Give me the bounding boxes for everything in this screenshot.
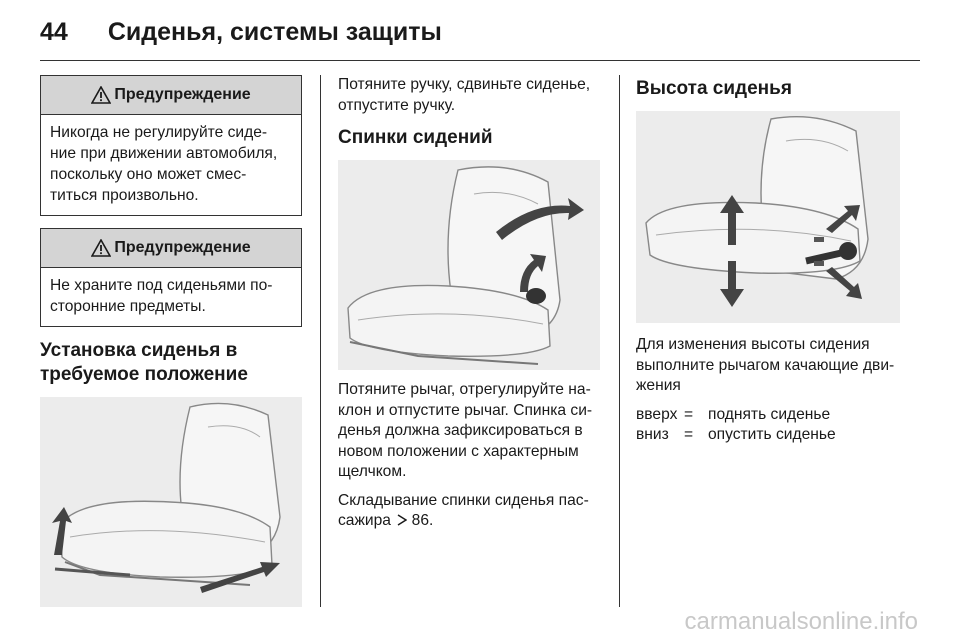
backrest-instruction: Потяните рычаг, отрегулируйте на-клон и отпустите рычаг. Спинка си-денья должна зафиксироваться в новом положении с характерным щелчком. xyxy=(338,381,593,480)
seat-slide-illustration xyxy=(40,397,302,607)
section-heading-seat-height: Высота сиденья xyxy=(636,78,792,99)
backrest-drawing xyxy=(338,160,600,370)
seat-height-drawing xyxy=(636,111,900,323)
column-1 xyxy=(40,75,302,607)
page-title: Сиденья, системы защиты xyxy=(107,17,442,46)
warning-header-2 xyxy=(41,229,301,268)
warning-text-1: Никогда не регулируйте сиде-ние при движении автомобиля, поскольку оно может смес-титься произвольно. xyxy=(50,124,278,204)
definition-list xyxy=(636,405,900,445)
definition-description: поднять сиденье xyxy=(708,405,831,423)
definition-term: вниз xyxy=(636,425,669,443)
column-2 xyxy=(338,75,600,540)
slide-instruction: Потяните ручку, сдвиньте сиденье, отпустите ручку. xyxy=(338,76,591,114)
section-heading-backrests: Спинки сидений xyxy=(338,127,493,148)
header-rule xyxy=(40,60,920,61)
warning-text-2: Не храните под сиденьями по-сторонние предметы. xyxy=(50,277,273,315)
backrest-illustration xyxy=(338,160,600,370)
column-3 xyxy=(636,75,900,445)
watermark: carmanualsonline.info xyxy=(684,608,918,635)
warning-box-2 xyxy=(40,228,302,327)
definition-description: опустить сиденье xyxy=(708,425,836,443)
warning-triangle-icon xyxy=(91,86,111,104)
warning-box-1 xyxy=(40,75,302,216)
seat-slide-drawing xyxy=(40,397,302,607)
warning-header-1 xyxy=(41,76,301,115)
definition-equals: = xyxy=(684,425,694,443)
seat-height-instruction: Для изменения высоты сидения выполните рычагом качающие дви-жения xyxy=(636,336,895,394)
warning-triangle-icon xyxy=(91,239,111,257)
warning-title-2: Предупреждение xyxy=(114,239,251,256)
column-divider-1 xyxy=(320,75,321,607)
column-divider-2 xyxy=(619,75,620,607)
definition-term: вверх xyxy=(636,405,678,423)
section-heading-seat-position: Установка сиденья в требуемое положение xyxy=(40,340,248,385)
page-reference-icon xyxy=(397,514,407,526)
page-number: 44 xyxy=(40,17,68,46)
page-reference-link[interactable]: 86. xyxy=(411,512,434,529)
seat-height-illustration xyxy=(636,111,900,323)
definition-row-down xyxy=(636,425,900,445)
definition-row-up xyxy=(636,405,900,425)
fold-text: Складывание спинки сиденья пас-сажира xyxy=(338,491,589,529)
warning-title-1: Предупреждение xyxy=(114,86,251,103)
definition-equals: = xyxy=(684,405,694,423)
fold-passenger-backrest xyxy=(338,491,600,532)
page-header xyxy=(40,14,442,50)
